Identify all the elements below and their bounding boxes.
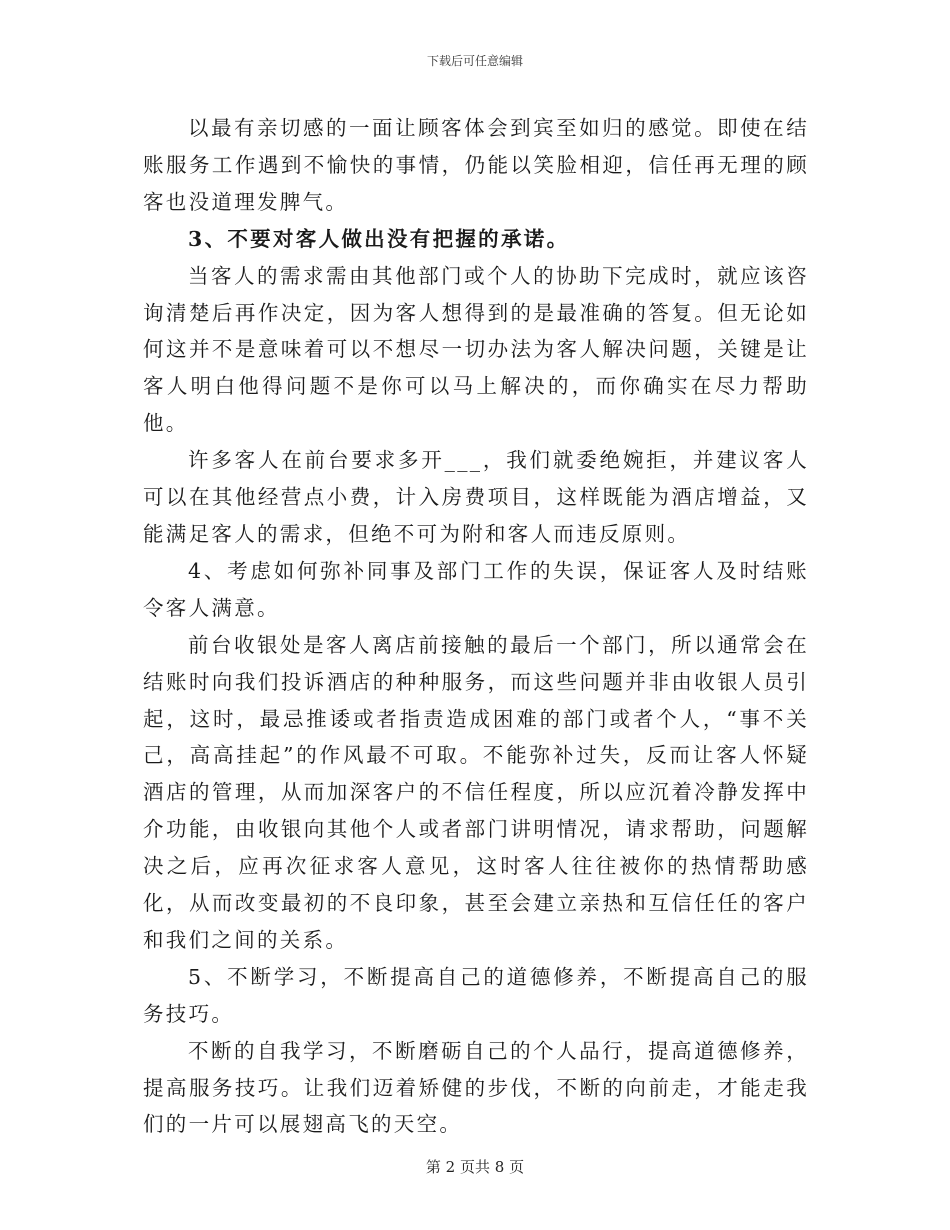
paragraph-consult: 当客人的需求需由其他部门或个人的协助下完成时，就应该咨询清楚后再作决定，因为客人想得到的是最准确的答复。但无论如何这并不是意味着可以不想尽一切办法为客人解决问题，关键是让客人明白他得问题不是你可以马上解决的，而你确实在尽力帮助他。: [143, 263, 809, 436]
paragraph-learning: 不断的自我学习，不断磨砺自己的个人品行，提高道德修养，提高服务技巧。让我们迈着矫健的步伐，不断的向前走，才能走我们的一片可以展翅高飞的天空。: [143, 1038, 809, 1137]
section-heading-3: 3、不要对客人做出没有把握的承诺。: [188, 226, 570, 251]
section-heading-5: 5、不断学习，不断提高自己的道德修养，不断提高自己的服务技巧。: [143, 964, 809, 1026]
paragraph-cashier: 前台收银处是客人离店前接触的最后一个部门，所以通常会在结账时向我们投诉酒店的种种服务，而这些问题并非由收银人员引起，这时，最忌推诿或者指责造成困难的部门或者个人，“事不关己，高高挂起”的作风最不可取。不能弥补过失，反而让客人怀疑酒店的管理，从而加深客户的不信任程度，所以应沉着冷静发挥中介功能，由收银向其他个人或者部门讲明情况，请求帮助，问题解决之后，应再次征求客人意见，这时客人往往被你的热情帮助感化，从而改变最初的不良印象，甚至会建立亲热和互信任任的客户和我们之间的关系。: [143, 632, 809, 952]
section-heading-4: 4、考虑如何弥补同事及部门工作的失误，保证客人及时结账令客人满意。: [143, 558, 809, 620]
page-footer: 第 2 页共 8 页: [425, 1158, 525, 1176]
document-body: [143, 110, 809, 1143]
page-header: 下载后可任意编辑: [426, 54, 523, 68]
paragraph-decline: 许多客人在前台要求多开___，我们就委绝婉拒，并建议客人可以在其他经营点小费，计入房费项目，这样既能为酒店增益，又能满足客人的需求，但绝不可为附和客人而违反原则。: [143, 448, 809, 546]
paragraph-intro: 以最有亲切感的一面让顾客体会到宾至如归的感觉。即使在结账服务工作遇到不愉快的事情，仍能以笑脸相迎，信任再无理的顾客也没道理发脾气。: [143, 116, 809, 214]
